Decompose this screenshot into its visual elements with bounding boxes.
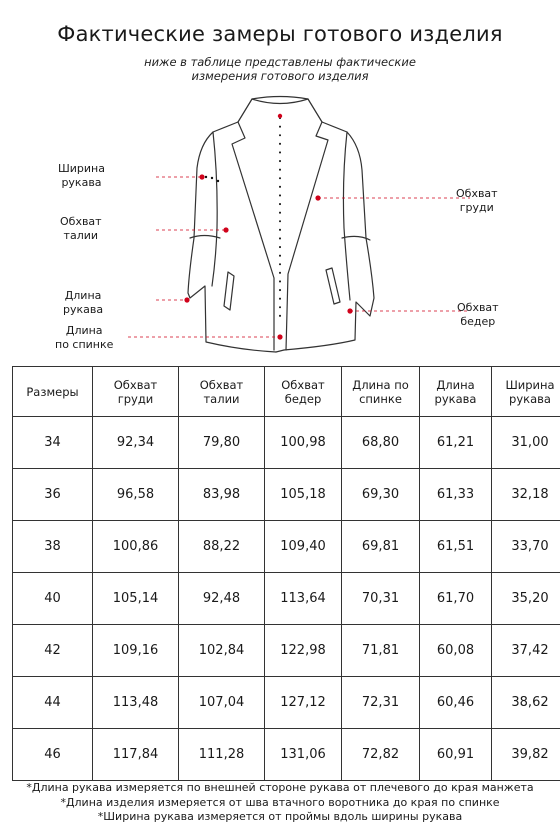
measurement-cell: 61,51	[420, 521, 492, 573]
table-row	[13, 729, 560, 781]
measurement-cell: 100,98	[265, 417, 342, 469]
measurement-cell: 37,42	[492, 625, 560, 677]
header-chest: Обхват груди	[93, 367, 179, 417]
measurement-cell: 83,98	[179, 469, 265, 521]
measurement-cell: 32,18	[492, 469, 560, 521]
callout-sleeve-width-line-2: рукава	[61, 176, 102, 189]
jacket-left-sleeve-seam	[212, 132, 217, 286]
marker-back-length-top	[278, 114, 282, 118]
callout-waist	[60, 215, 102, 243]
callout-back-length-line-1: Длина	[65, 324, 103, 337]
measurement-cell: 72,82	[342, 729, 420, 781]
measurement-cell: 92,34	[93, 417, 179, 469]
size-cell: 34	[13, 417, 93, 469]
measurement-cell: 105,18	[265, 469, 342, 521]
size-cell: 44	[13, 677, 93, 729]
measurement-cell: 33,70	[492, 521, 560, 573]
subtitle-line-2: измерения готового изделия	[191, 69, 369, 83]
callout-sleeve-width	[58, 162, 105, 190]
callout-chest-line-2: груди	[459, 201, 494, 214]
measurement-cell: 105,14	[93, 573, 179, 625]
marker-hips	[347, 308, 352, 313]
jacket-neckline	[252, 99, 308, 104]
callout-back-length-line-2: по спинке	[55, 338, 114, 351]
measurement-cell: 109,40	[265, 521, 342, 573]
measurement-cell: 61,33	[420, 469, 492, 521]
header-back-length: Длина по спинке	[342, 367, 420, 417]
jacket-right-sleeve-seam	[343, 132, 350, 300]
header-sleeve-length: Длина рукава	[420, 367, 492, 417]
table-row	[13, 625, 560, 677]
callout-sleeve-length-line-2: рукава	[63, 303, 104, 316]
measurement-cell: 61,21	[420, 417, 492, 469]
measurement-cell: 100,86	[93, 521, 179, 573]
header-hips: Обхват бедер	[265, 367, 342, 417]
measurement-cell: 113,64	[265, 573, 342, 625]
jacket-hem	[276, 350, 284, 352]
marker-sleeve-width	[199, 174, 204, 179]
table-row	[13, 677, 560, 729]
measurement-cell: 31,00	[492, 417, 560, 469]
callout-chest-line-1: Обхват	[456, 187, 498, 200]
measurement-cell: 69,30	[342, 469, 420, 521]
callout-back-length	[55, 324, 113, 352]
callout-hips-line-1: Обхват	[457, 301, 499, 314]
measurement-cell: 60,08	[420, 625, 492, 677]
subtitle-line-1: ниже в таблице представлены фактические	[144, 55, 416, 69]
size-cell: 36	[13, 469, 93, 521]
measurement-cell: 127,12	[265, 677, 342, 729]
marker-sleeve-length	[184, 297, 189, 302]
measurement-cell: 122,98	[265, 625, 342, 677]
footnote-sleeve-width: *Ширина рукава измеряется от проймы вдоль ширины рукава	[97, 810, 463, 823]
measurement-cell: 107,04	[179, 677, 265, 729]
measurement-cell: 60,91	[420, 729, 492, 781]
footnotes	[0, 781, 560, 825]
measurement-cell: 70,31	[342, 573, 420, 625]
measurement-cell: 117,84	[93, 729, 179, 781]
header-sizes: Размеры	[13, 367, 93, 417]
footnote-item-length: *Длина изделия измеряется от шва втачного воротника до края по спинке	[60, 795, 500, 809]
footnote-sleeve-length: *Длина рукава измеряется по внешней стороне рукава от плечевого до края манжета	[26, 781, 534, 794]
jacket-left-body	[188, 122, 276, 352]
callout-sleeve-length	[63, 289, 103, 317]
jacket-right-lapel	[286, 99, 328, 350]
measurement-cell: 113,48	[93, 677, 179, 729]
measurement-cell: 60,46	[420, 677, 492, 729]
measurement-cell: 72,31	[342, 677, 420, 729]
table-row	[13, 521, 560, 573]
measurement-cell: 111,28	[179, 729, 265, 781]
table-header-row	[13, 367, 560, 417]
callout-sleeve-width-line-1: Ширина	[58, 162, 105, 175]
table-row	[13, 573, 560, 625]
size-cell: 42	[13, 625, 93, 677]
callout-hips-line-2: бедер	[460, 315, 496, 328]
callout-sleeve-length-line-1: Длина	[64, 289, 102, 302]
jacket-right-body	[284, 122, 374, 350]
size-cell: 46	[13, 729, 93, 781]
callout-hips	[457, 301, 499, 329]
measurement-cell: 68,80	[342, 417, 420, 469]
marker-waist	[223, 227, 228, 232]
measurement-cell: 88,22	[179, 521, 265, 573]
measurement-cell: 61,70	[420, 573, 492, 625]
marker-chest	[315, 195, 320, 200]
size-table	[12, 366, 560, 781]
callout-waist-line-2: талии	[63, 229, 99, 242]
header-waist: Обхват талии	[179, 367, 265, 417]
measurement-cell: 38,62	[492, 677, 560, 729]
measurement-cell: 96,58	[93, 469, 179, 521]
header-sleeve-width: Ширина рукава	[492, 367, 560, 417]
table-row	[13, 469, 560, 521]
measurement-cell: 102,84	[179, 625, 265, 677]
measurement-cell: 79,80	[179, 417, 265, 469]
jacket-left-lapel	[232, 99, 274, 350]
measurement-cell: 71,81	[342, 625, 420, 677]
measurement-cell: 109,16	[93, 625, 179, 677]
callout-waist-line-1: Обхват	[60, 215, 102, 228]
measurement-cell: 131,06	[265, 729, 342, 781]
measurement-cell: 39,82	[492, 729, 560, 781]
size-cell: 38	[13, 521, 93, 573]
page-title: Фактические замеры готового изделия	[57, 22, 503, 46]
table-row	[13, 417, 560, 469]
size-cell: 40	[13, 573, 93, 625]
jacket-right-pocket	[326, 268, 340, 304]
jacket-left-pocket	[224, 272, 234, 310]
page-subtitle	[0, 55, 560, 83]
measurement-cell: 69,81	[342, 521, 420, 573]
callout-chest	[456, 187, 498, 215]
measurement-cell: 92,48	[179, 573, 265, 625]
marker-back-length	[277, 334, 282, 339]
measurement-cell: 35,20	[492, 573, 560, 625]
